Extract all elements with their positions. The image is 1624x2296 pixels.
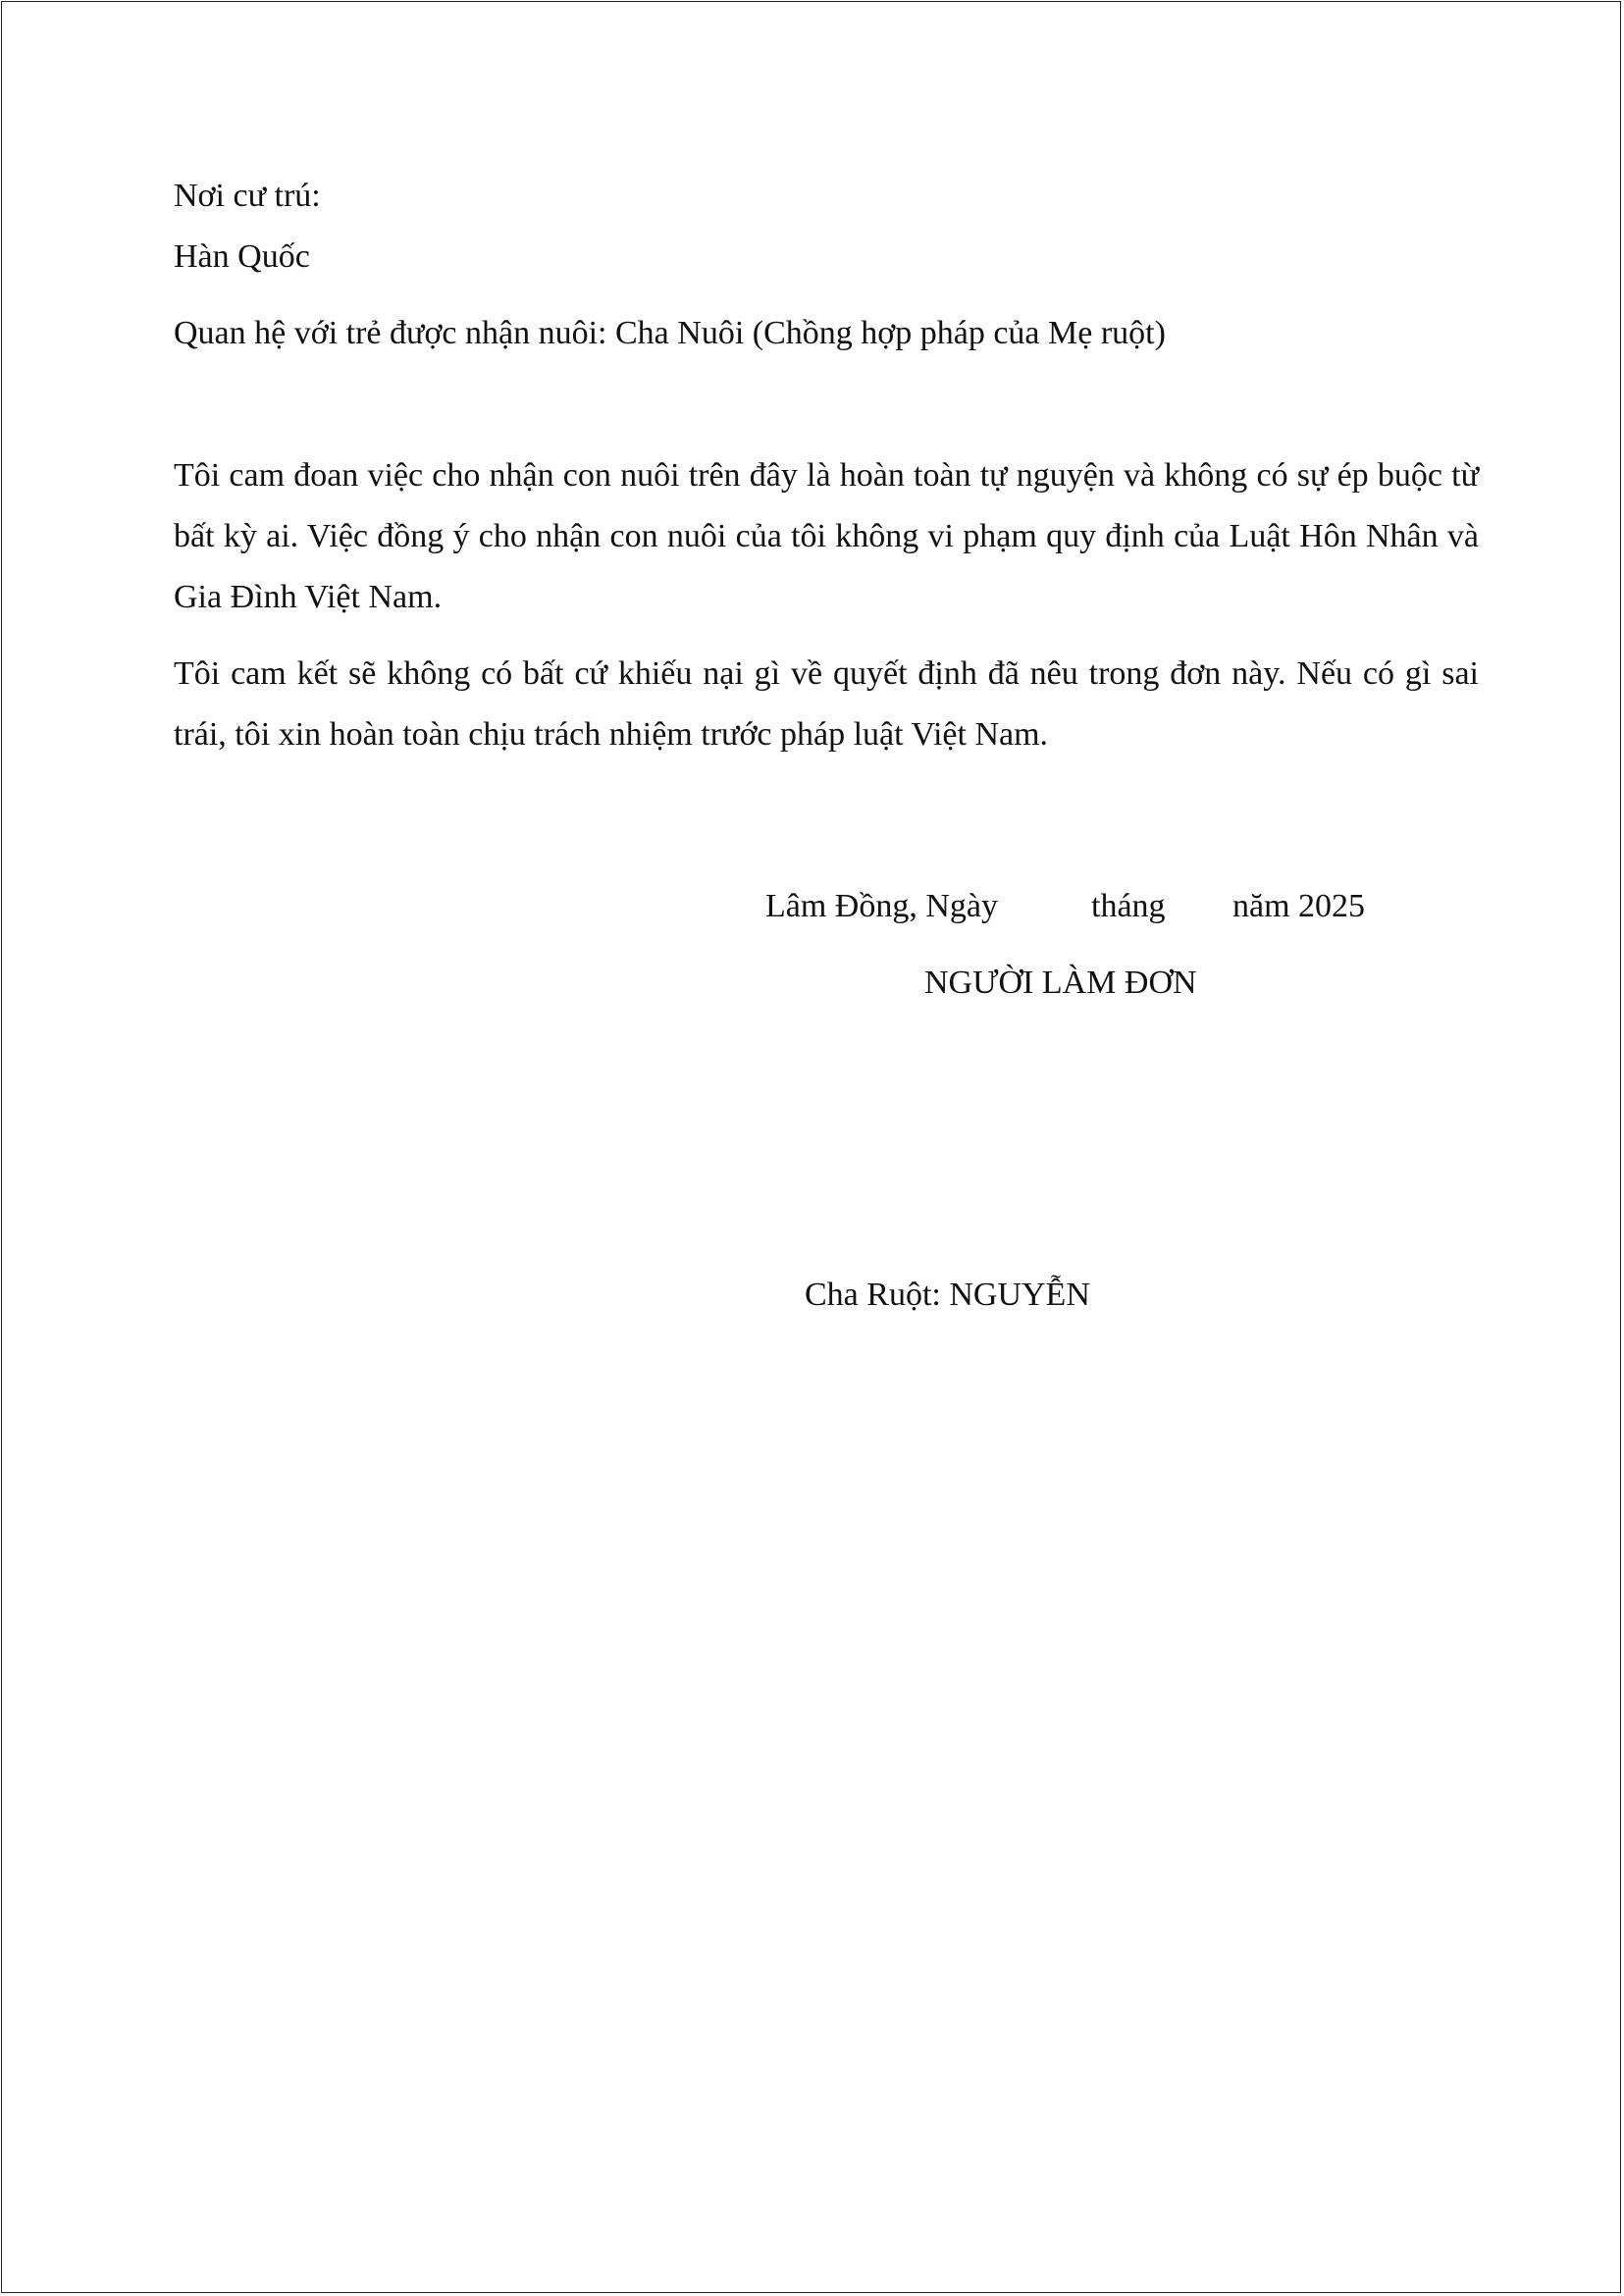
date-year: năm 2025 — [1232, 888, 1366, 924]
residence-value: Hàn Quốc — [174, 238, 310, 275]
date-place: Lâm Đồng, Ngày — [765, 888, 999, 924]
signer-title: NGƯỜI LÀM ĐƠN — [924, 965, 1197, 1001]
commitment-paragraph-2: Tôi cam kết sẽ không có bất cứ khiếu nại gì về quyết định đã nêu trong đơn này. Nếu có gì sai trái, tôi xin hoàn toàn chịu trách nhiệm trước pháp luật Việt Nam. — [174, 655, 1479, 753]
date-month: tháng — [1091, 888, 1166, 924]
commitment-paragraph-1: Tôi cam đoan việc cho nhận con nuôi trên đây là hoàn toàn tự nguyện và không có sự ép buộc từ bất kỳ ai. Việc đồng ý cho nhận con nuôi của tôi không vi phạm quy định của Luật Hôn Nhân và Gia Đình Việt Nam. — [174, 457, 1479, 615]
relationship-line: Quan hệ với trẻ được nhận nuôi: Cha Nuôi (Chồng hợp pháp của Mẹ ruột) — [174, 315, 1166, 351]
signer-name: Cha Ruột: NGUYỄN — [805, 1277, 1090, 1313]
residence-label: Nơi cư trú: — [174, 178, 321, 214]
